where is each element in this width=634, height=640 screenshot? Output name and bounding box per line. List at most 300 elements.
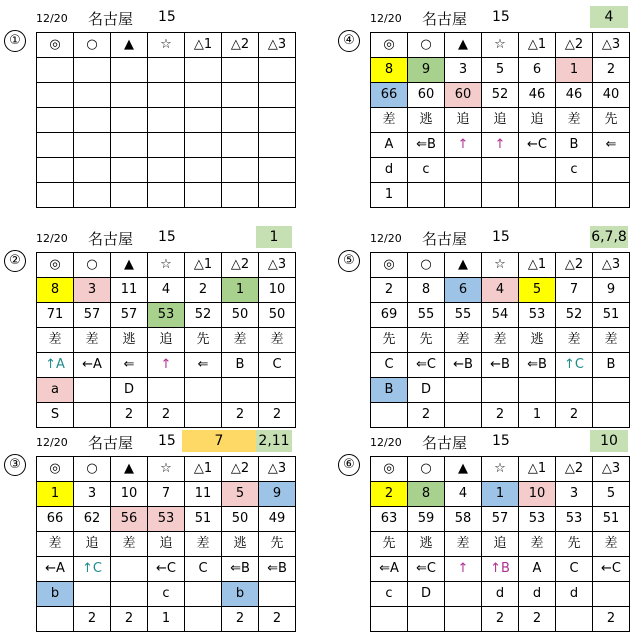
prediction-grid	[36, 32, 296, 208]
mark-header: ○	[408, 457, 445, 482]
prediction-grid	[36, 252, 296, 428]
grid-cell	[74, 378, 111, 403]
grid-cell: 追	[445, 108, 482, 133]
grid-cell: 8	[408, 278, 445, 303]
grid-cell: 4	[482, 278, 519, 303]
prediction-grid	[370, 252, 630, 428]
grid-cell	[556, 607, 593, 632]
grid-cell: ⇐B	[222, 557, 259, 582]
grid-cell: 66	[37, 507, 74, 532]
race-date: 12/20	[370, 436, 402, 449]
grid-cell: D	[111, 378, 148, 403]
grid-cell: ⇐	[111, 353, 148, 378]
header-row	[371, 457, 630, 482]
grid-cell: 先	[371, 532, 408, 557]
grid-row	[37, 507, 296, 532]
grid-cell: 58	[445, 507, 482, 532]
grid-row	[371, 353, 630, 378]
panel-number: ③	[4, 454, 26, 476]
grid-cell: A	[519, 557, 556, 582]
grid-cell: 2	[111, 607, 148, 632]
grid-row	[37, 303, 296, 328]
grid-cell: 先	[371, 328, 408, 353]
grid-cell: 2	[482, 607, 519, 632]
grid-cell: 4	[445, 482, 482, 507]
grid-row	[371, 108, 630, 133]
venue-name: 名古屋	[422, 10, 468, 28]
grid-cell: 差	[37, 532, 74, 557]
panel-number: ⑤	[338, 250, 360, 272]
race-number: 15	[158, 433, 176, 449]
grid-cell: 2	[259, 607, 296, 632]
grid-row	[37, 83, 296, 108]
mark-header: ◎	[37, 33, 74, 58]
grid-row	[371, 158, 630, 183]
grid-cell	[111, 557, 148, 582]
grid-cell: ←B	[445, 353, 482, 378]
header-row	[37, 253, 296, 278]
race-date: 12/20	[36, 232, 68, 245]
grid-cell: 3	[74, 482, 111, 507]
venue-name: 名古屋	[422, 434, 468, 452]
header-row	[37, 457, 296, 482]
grid-row	[37, 353, 296, 378]
grid-cell	[148, 183, 185, 208]
grid-cell: 46	[556, 83, 593, 108]
race-panel	[334, 226, 634, 436]
mark-header: ☆	[482, 33, 519, 58]
grid-cell: 差	[556, 108, 593, 133]
grid-cell: 63	[371, 507, 408, 532]
grid-cell: 11	[185, 482, 222, 507]
grid-cell: 先	[259, 532, 296, 557]
prediction-grid	[36, 456, 296, 632]
grid-cell	[445, 607, 482, 632]
grid-cell	[259, 582, 296, 607]
mark-header: ☆	[148, 253, 185, 278]
grid-cell: 1	[519, 403, 556, 428]
grid-cell: 49	[259, 507, 296, 532]
grid-cell: 53	[148, 303, 185, 328]
grid-cell: 9	[408, 58, 445, 83]
header-row	[371, 33, 630, 58]
grid-row	[37, 532, 296, 557]
grid-cell: 追	[148, 328, 185, 353]
grid-cell	[556, 183, 593, 208]
mark-header: △2	[556, 253, 593, 278]
grid-cell: 50	[259, 303, 296, 328]
race-panel	[334, 6, 634, 216]
highlight-box: 2,11	[256, 430, 292, 452]
grid-cell: c	[148, 582, 185, 607]
grid-cell: 9	[259, 482, 296, 507]
race-date: 12/20	[370, 232, 402, 245]
grid-cell: 5	[519, 278, 556, 303]
grid-cell	[519, 378, 556, 403]
grid-row	[37, 482, 296, 507]
grid-cell	[222, 108, 259, 133]
grid-cell: 差	[519, 532, 556, 557]
grid-cell: 逃	[519, 328, 556, 353]
race-date: 12/20	[370, 12, 402, 25]
grid-cell	[222, 378, 259, 403]
grid-cell: 53	[148, 507, 185, 532]
grid-cell	[222, 133, 259, 158]
grid-cell: 53	[519, 507, 556, 532]
grid-cell: C	[371, 353, 408, 378]
grid-cell: 1	[556, 58, 593, 83]
venue-name: 名古屋	[88, 230, 134, 248]
grid-cell	[482, 158, 519, 183]
mark-header: △1	[185, 33, 222, 58]
grid-cell: 追	[482, 108, 519, 133]
grid-cell	[408, 607, 445, 632]
mark-header: △3	[259, 457, 296, 482]
grid-cell: 2	[593, 58, 630, 83]
grid-cell	[74, 83, 111, 108]
prediction-grid	[370, 32, 630, 208]
grid-cell: 1	[371, 183, 408, 208]
highlight-box: 10	[590, 430, 628, 452]
mark-header: △3	[259, 253, 296, 278]
grid-cell	[148, 58, 185, 83]
grid-row	[371, 482, 630, 507]
mark-header: ▲	[445, 457, 482, 482]
grid-cell: 8	[37, 278, 74, 303]
grid-cell: 逃	[111, 328, 148, 353]
grid-cell: 追	[519, 108, 556, 133]
grid-cell: ⇐B	[519, 353, 556, 378]
grid-cell: 差	[482, 328, 519, 353]
grid-cell: B	[593, 353, 630, 378]
grid-cell: 1	[222, 278, 259, 303]
grid-cell: 7	[148, 482, 185, 507]
grid-cell: 57	[482, 507, 519, 532]
grid-row	[371, 532, 630, 557]
grid-cell: 51	[593, 303, 630, 328]
grid-cell	[185, 83, 222, 108]
grid-cell	[185, 158, 222, 183]
header-row	[37, 33, 296, 58]
grid-cell: 52	[185, 303, 222, 328]
grid-row	[37, 58, 296, 83]
grid-cell: 差	[222, 328, 259, 353]
mark-header: △1	[185, 457, 222, 482]
grid-cell: 5	[482, 58, 519, 83]
grid-cell: c	[556, 158, 593, 183]
grid-cell: ←C	[148, 557, 185, 582]
grid-cell	[593, 403, 630, 428]
mark-header: ◎	[37, 457, 74, 482]
grid-cell	[556, 353, 593, 378]
grid-cell	[37, 83, 74, 108]
grid-cell	[445, 403, 482, 428]
mark-header: ○	[74, 33, 111, 58]
grid-cell: 逃	[408, 108, 445, 133]
grid-row	[37, 557, 296, 582]
grid-cell	[74, 403, 111, 428]
header-row	[371, 253, 630, 278]
grid-cell	[445, 378, 482, 403]
grid-row	[371, 83, 630, 108]
arrow-text: ↑	[494, 137, 506, 152]
grid-row	[371, 507, 630, 532]
grid-cell: 10	[519, 482, 556, 507]
grid-cell	[482, 557, 519, 582]
grid-cell: 差	[593, 328, 630, 353]
grid-cell: 50	[222, 303, 259, 328]
grid-cell	[37, 133, 74, 158]
grid-cell: ⇐C	[408, 353, 445, 378]
grid-cell: 52	[482, 83, 519, 108]
grid-cell	[519, 158, 556, 183]
grid-cell	[185, 582, 222, 607]
grid-cell: 7	[556, 278, 593, 303]
grid-cell: 2	[111, 403, 148, 428]
grid-row	[37, 403, 296, 428]
grid-cell: 3	[445, 58, 482, 83]
grid-cell: 56	[111, 507, 148, 532]
mark-header: ☆	[482, 457, 519, 482]
grid-cell	[74, 133, 111, 158]
grid-cell: 5	[222, 482, 259, 507]
grid-cell: D	[408, 582, 445, 607]
grid-row	[37, 278, 296, 303]
mark-header: ▲	[111, 253, 148, 278]
grid-cell: 60	[445, 83, 482, 108]
grid-cell	[259, 58, 296, 83]
grid-cell: 66	[371, 83, 408, 108]
race-number: 15	[158, 229, 176, 245]
mark-header: ☆	[148, 457, 185, 482]
grid-cell: 1	[37, 482, 74, 507]
grid-cell: 3	[74, 278, 111, 303]
mark-header: △1	[185, 253, 222, 278]
grid-cell	[185, 133, 222, 158]
grid-cell: d	[482, 582, 519, 607]
grid-cell	[148, 353, 185, 378]
grid-cell: B	[371, 378, 408, 403]
grid-cell: 逃	[408, 532, 445, 557]
highlight-box: 4	[590, 6, 628, 28]
grid-cell: C	[185, 557, 222, 582]
grid-cell: 逃	[222, 532, 259, 557]
race-number: 15	[492, 433, 510, 449]
grid-cell	[74, 582, 111, 607]
mark-header: ◎	[371, 457, 408, 482]
mark-header: ○	[74, 253, 111, 278]
grid-cell	[259, 83, 296, 108]
arrow-text: ↑	[160, 357, 172, 372]
race-panel	[0, 430, 300, 640]
grid-cell	[185, 378, 222, 403]
grid-cell: 先	[556, 532, 593, 557]
grid-row	[37, 158, 296, 183]
panel-number: ②	[4, 250, 26, 272]
grid-row	[37, 607, 296, 632]
panel-number: ④	[338, 30, 360, 52]
race-number: 15	[492, 229, 510, 245]
grid-row	[371, 607, 630, 632]
grid-cell	[445, 582, 482, 607]
grid-cell: B	[222, 353, 259, 378]
arrow-text: ↑A	[45, 357, 65, 372]
grid-cell: 60	[408, 83, 445, 108]
grid-cell: C	[556, 557, 593, 582]
grid-cell: 1	[148, 607, 185, 632]
grid-cell: 52	[556, 303, 593, 328]
grid-row	[37, 582, 296, 607]
grid-cell	[111, 158, 148, 183]
grid-cell: d	[556, 582, 593, 607]
venue-name: 名古屋	[422, 230, 468, 248]
grid-cell: 6	[519, 58, 556, 83]
grid-row	[371, 328, 630, 353]
grid-cell: 2	[593, 607, 630, 632]
panel-number: ①	[4, 30, 26, 52]
mark-header: ○	[408, 33, 445, 58]
grid-cell: ←C	[519, 133, 556, 158]
grid-cell	[482, 378, 519, 403]
grid-cell: 2	[556, 403, 593, 428]
grid-cell: 57	[74, 303, 111, 328]
grid-cell	[185, 403, 222, 428]
grid-cell: ⇐B	[408, 133, 445, 158]
grid-row	[371, 58, 630, 83]
mark-header: △3	[593, 33, 630, 58]
grid-cell	[259, 108, 296, 133]
arrow-text: ↑	[457, 137, 469, 152]
grid-cell: 2	[259, 403, 296, 428]
mark-header: △3	[259, 33, 296, 58]
grid-cell: 追	[482, 532, 519, 557]
grid-cell: 59	[408, 507, 445, 532]
grid-cell	[148, 378, 185, 403]
grid-cell: 3	[556, 482, 593, 507]
grid-cell: 1	[482, 482, 519, 507]
highlight-box: 6,7,8	[590, 226, 628, 248]
arrow-text: ↑B	[490, 561, 510, 576]
grid-cell: 2	[148, 403, 185, 428]
grid-cell: D	[408, 378, 445, 403]
grid-row	[371, 183, 630, 208]
grid-cell	[519, 183, 556, 208]
grid-cell	[111, 58, 148, 83]
grid-cell: 差	[37, 328, 74, 353]
grid-cell	[222, 183, 259, 208]
grid-cell: 5	[593, 482, 630, 507]
grid-cell	[482, 133, 519, 158]
grid-cell	[593, 183, 630, 208]
grid-cell	[408, 183, 445, 208]
grid-cell: 51	[185, 507, 222, 532]
mark-header: △2	[556, 33, 593, 58]
grid-cell: 2	[185, 278, 222, 303]
grid-cell: 46	[519, 83, 556, 108]
grid-cell: ←B	[482, 353, 519, 378]
grid-cell: 69	[371, 303, 408, 328]
grid-cell	[37, 183, 74, 208]
grid-cell: a	[37, 378, 74, 403]
grid-cell	[74, 183, 111, 208]
grid-cell: 2	[74, 607, 111, 632]
grid-cell: 51	[593, 507, 630, 532]
mark-header: △3	[593, 457, 630, 482]
mark-header: ◎	[37, 253, 74, 278]
grid-cell: 追	[148, 532, 185, 557]
grid-cell: 先	[185, 328, 222, 353]
panel-number: ⑥	[338, 454, 360, 476]
grid-cell: 2	[482, 403, 519, 428]
grid-cell: d	[519, 582, 556, 607]
prediction-grid	[370, 456, 630, 632]
mark-header: ☆	[148, 33, 185, 58]
grid-cell: 2	[519, 607, 556, 632]
grid-cell: 差	[445, 328, 482, 353]
mark-header: △2	[556, 457, 593, 482]
grid-cell	[148, 108, 185, 133]
highlight-box: 1	[256, 226, 292, 248]
race-date: 12/20	[36, 12, 68, 25]
grid-cell	[259, 133, 296, 158]
grid-cell	[445, 133, 482, 158]
arrow-text: ↑	[457, 561, 469, 576]
grid-row	[37, 133, 296, 158]
grid-cell: ←A	[37, 557, 74, 582]
grid-cell: 2	[222, 607, 259, 632]
mark-header: ◎	[371, 33, 408, 58]
grid-row	[371, 303, 630, 328]
grid-cell: 先	[408, 328, 445, 353]
grid-cell: 9	[593, 278, 630, 303]
grid-cell	[37, 353, 74, 378]
grid-cell: 差	[111, 532, 148, 557]
race-date: 12/20	[36, 436, 68, 449]
mark-header: ▲	[111, 457, 148, 482]
grid-cell	[445, 183, 482, 208]
grid-cell	[148, 158, 185, 183]
grid-cell	[148, 83, 185, 108]
venue-name: 名古屋	[88, 434, 134, 452]
grid-cell: 53	[556, 507, 593, 532]
mark-header: △2	[222, 253, 259, 278]
race-number: 15	[158, 9, 176, 25]
grid-row	[371, 378, 630, 403]
grid-cell	[148, 133, 185, 158]
grid-cell: 追	[74, 532, 111, 557]
grid-cell	[593, 158, 630, 183]
grid-row	[37, 183, 296, 208]
grid-cell: b	[37, 582, 74, 607]
grid-cell	[111, 83, 148, 108]
mark-header: △1	[519, 33, 556, 58]
grid-cell: ⇐	[185, 353, 222, 378]
grid-cell: 6	[445, 278, 482, 303]
grid-cell	[259, 158, 296, 183]
grid-cell	[74, 58, 111, 83]
grid-cell	[556, 378, 593, 403]
grid-cell: ←A	[74, 353, 111, 378]
grid-cell: 55	[445, 303, 482, 328]
grid-row	[371, 403, 630, 428]
grid-cell	[222, 83, 259, 108]
grid-cell	[37, 108, 74, 133]
grid-row	[37, 378, 296, 403]
grid-cell: 2	[408, 403, 445, 428]
grid-cell: C	[259, 353, 296, 378]
grid-cell: 62	[74, 507, 111, 532]
race-panel	[0, 226, 300, 436]
